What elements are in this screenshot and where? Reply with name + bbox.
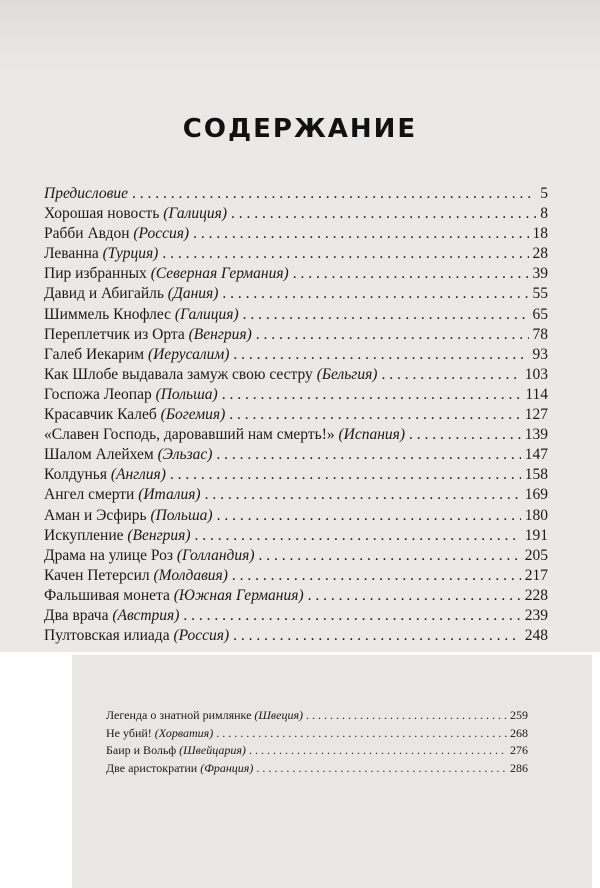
- show-through-text: [0, 0, 600, 70]
- toc-entry: [44, 224, 548, 244]
- dot-leader: [381, 365, 520, 385]
- dot-leader: [170, 465, 521, 485]
- dot-leader: [308, 586, 521, 606]
- dot-leader: [243, 305, 529, 325]
- toc-entry-title: Леванна (Турция): [44, 245, 159, 263]
- toc-entry-title: Красавчик Калеб (Богемия): [44, 406, 226, 424]
- dot-leader: [216, 445, 520, 465]
- toc-entry-title: Переплетчик из Орта (Венгрия): [44, 325, 252, 343]
- toc-list: [44, 184, 548, 646]
- toc-entry-country: (Турция): [102, 245, 159, 263]
- dot-leader: [259, 546, 521, 566]
- toc-entry-title: Шиммель Кнофлес (Галиция): [44, 305, 239, 323]
- dot-leader: [222, 284, 528, 304]
- toc-entry-title: Ангел смерти (Италия): [44, 486, 201, 504]
- toc-entry-title: Госпожа Леопар (Польша): [44, 385, 218, 403]
- toc-entry-country: (Богемия): [160, 406, 226, 424]
- toc-entry-country: (Польша): [150, 506, 213, 524]
- toc-entry-title: Качен Петерсил (Молдавия): [44, 566, 228, 584]
- toc-entry-page: 8: [540, 205, 548, 223]
- toc-entry-country: (Дания): [167, 285, 219, 303]
- toc-entry: [44, 325, 548, 345]
- dot-leader: [217, 506, 521, 526]
- toc-entry-page: 228: [524, 586, 548, 604]
- toc-entry: [106, 760, 528, 778]
- toc-entry-page: 180: [524, 506, 548, 524]
- toc-entry-country: (Галиция): [163, 205, 227, 223]
- toc-entry-country: (Австрия): [112, 606, 180, 624]
- toc-entry-page: 127: [524, 406, 548, 424]
- toc-entry-country: (Польша): [155, 385, 218, 403]
- toc-entry-title: Пир избранных (Северная Германия): [44, 265, 289, 283]
- toc-entry: [44, 626, 548, 646]
- toc-entry-country: (Испания): [338, 426, 406, 444]
- toc-entry-page: 5: [540, 185, 548, 202]
- dot-leader: [249, 742, 507, 760]
- dot-leader: [183, 606, 520, 626]
- toc-entry: [44, 204, 548, 224]
- toc-entry-title: Не убий! (Хорватия): [106, 725, 214, 740]
- toc-entry-country: (Швеция): [254, 708, 304, 722]
- dot-leader: [195, 526, 521, 546]
- dot-leader: [162, 244, 528, 264]
- toc-entry: [44, 566, 548, 586]
- dot-leader: [231, 204, 536, 224]
- toc-entry-country: (Голландия): [176, 546, 255, 564]
- toc-entry-country: (Иерусалим): [147, 345, 230, 363]
- toc-entry-page: 65: [532, 305, 548, 323]
- toc-entry-country: (Венгрия): [127, 526, 191, 544]
- toc-entry-country: (Северная Германия): [150, 265, 289, 283]
- dot-leader: [256, 760, 507, 778]
- toc-entry: [44, 425, 548, 445]
- dot-leader: [216, 725, 507, 743]
- dot-leader: [233, 345, 528, 365]
- toc-entry: [44, 485, 548, 505]
- toc-entry-page: 78: [532, 325, 548, 343]
- toc-entry-title: Как Шлобе выдавала замуж свою сестру (Бельгия): [44, 365, 378, 383]
- toc-entry: [44, 546, 548, 566]
- toc-entry-country: (Россия): [173, 627, 230, 645]
- dot-leader: [293, 264, 529, 284]
- toc-entry-page: 276: [510, 743, 528, 757]
- toc-entry: [106, 725, 528, 743]
- toc-entry: [44, 606, 548, 626]
- toc-entry-page: 191: [524, 526, 548, 544]
- toc-entry-country: (Швейцария): [179, 743, 246, 757]
- toc-entry: [106, 707, 528, 725]
- toc-entry-title: Давид и Абигайль (Дания): [44, 285, 219, 303]
- toc-entry-country: (Галиция): [174, 305, 239, 323]
- dot-leader: [409, 425, 521, 445]
- toc-entry-page: 286: [510, 760, 528, 775]
- toc-entry-page: 147: [524, 446, 548, 464]
- toc-entry-country: (Хорватия): [154, 725, 214, 740]
- toc-entry: [44, 506, 548, 526]
- dot-leader: [193, 224, 528, 244]
- toc-entry-page: 205: [524, 546, 548, 564]
- toc-entry-title: Две аристократии (Франция): [106, 760, 254, 775]
- toc-entry-title: Фальшивая монета (Южная Германия): [44, 586, 304, 604]
- dot-leader: [232, 566, 521, 586]
- toc-entry-title: Аман и Эсфирь (Польша): [44, 506, 213, 524]
- toc-entry: [44, 264, 548, 284]
- toc-entry-title: Рабби Авдон (Россия): [44, 225, 190, 243]
- toc-entry-title: Галеб Иекарим (Иерусалим): [44, 345, 230, 363]
- toc-entry-title: Хорошая новость (Галиция): [44, 205, 227, 223]
- page-title: СОДЕРЖАНИЕ: [182, 114, 418, 144]
- toc-entry: [44, 586, 548, 606]
- toc-entry-page: 169: [524, 486, 548, 504]
- toc-entry-page: 103: [524, 365, 548, 383]
- toc-entry-page: 114: [525, 385, 548, 403]
- toc-entry: [44, 465, 548, 485]
- toc-entry-country: (Южная Германия): [173, 586, 304, 604]
- toc-entry-title: Искупление (Венгрия): [44, 526, 191, 544]
- toc-page-continued: [72, 655, 592, 888]
- toc-entry-page: 217: [524, 566, 548, 584]
- dot-leader: [132, 184, 536, 204]
- dot-leader: [229, 405, 520, 425]
- dot-leader: [256, 325, 529, 345]
- toc-entry-page: 239: [524, 606, 548, 624]
- toc-entry: [44, 445, 548, 465]
- toc-entry: [44, 405, 548, 425]
- toc-entry-title: «Славен Господь, даровавший нам смерть!» (Испания): [44, 426, 406, 444]
- toc-entry: [44, 284, 548, 304]
- toc-entry-title: Два врача (Австрия): [44, 606, 180, 624]
- toc-entry-country: (Бельгия): [316, 365, 378, 383]
- toc-entry-page: 259: [510, 708, 528, 722]
- toc-entry-title: Предисловие: [44, 185, 128, 202]
- toc-entry-country: (Эльзас): [157, 446, 213, 464]
- toc-entry-title: Пултовская илиада (Россия): [44, 627, 230, 645]
- toc-entry: [44, 345, 548, 365]
- toc-entry: [44, 305, 548, 325]
- dot-leader: [222, 385, 522, 405]
- toc-entry-title: Колдунья (Англия): [44, 466, 166, 484]
- toc-entry-title: Легенда о знатной римлянке (Швеция): [106, 708, 304, 722]
- toc-entry-country: (Россия): [133, 225, 190, 243]
- toc-entry-country: (Венгрия): [188, 325, 252, 343]
- toc-entry-page: 268: [510, 725, 528, 740]
- toc-entry: [44, 385, 548, 405]
- toc-entry-page: 28: [532, 245, 548, 263]
- toc-entry-title: Баир и Вольф (Швейцария): [106, 743, 246, 757]
- toc-entry-country: (Молдавия): [153, 566, 228, 584]
- dot-leader: [205, 485, 521, 505]
- toc-list-continued: [106, 707, 528, 777]
- toc-entry: [44, 244, 548, 264]
- toc-entry-page: 139: [524, 426, 548, 444]
- toc-entry: [44, 184, 548, 204]
- toc-entry-page: 18: [532, 225, 548, 243]
- toc-entry-country: (Франция): [200, 760, 254, 775]
- toc-entry-page: 158: [524, 466, 548, 484]
- toc-entry-country: (Англия): [110, 466, 166, 484]
- toc-entry: [44, 526, 548, 546]
- dot-leader: [233, 626, 521, 646]
- toc-entry: [106, 742, 528, 760]
- toc-entry-page: 93: [532, 345, 548, 363]
- dot-leader: [306, 707, 507, 725]
- toc-entry-country: (Италия): [138, 486, 201, 504]
- toc-entry: [44, 365, 548, 385]
- toc-entry-title: Шалом Алейхем (Эльзас): [44, 446, 213, 464]
- toc-entry-page: 55: [532, 285, 548, 303]
- toc-entry-page: 39: [532, 265, 548, 283]
- toc-entry-page: 248: [524, 627, 548, 645]
- toc-entry-title: Драма на улице Роз (Голландия): [44, 546, 255, 564]
